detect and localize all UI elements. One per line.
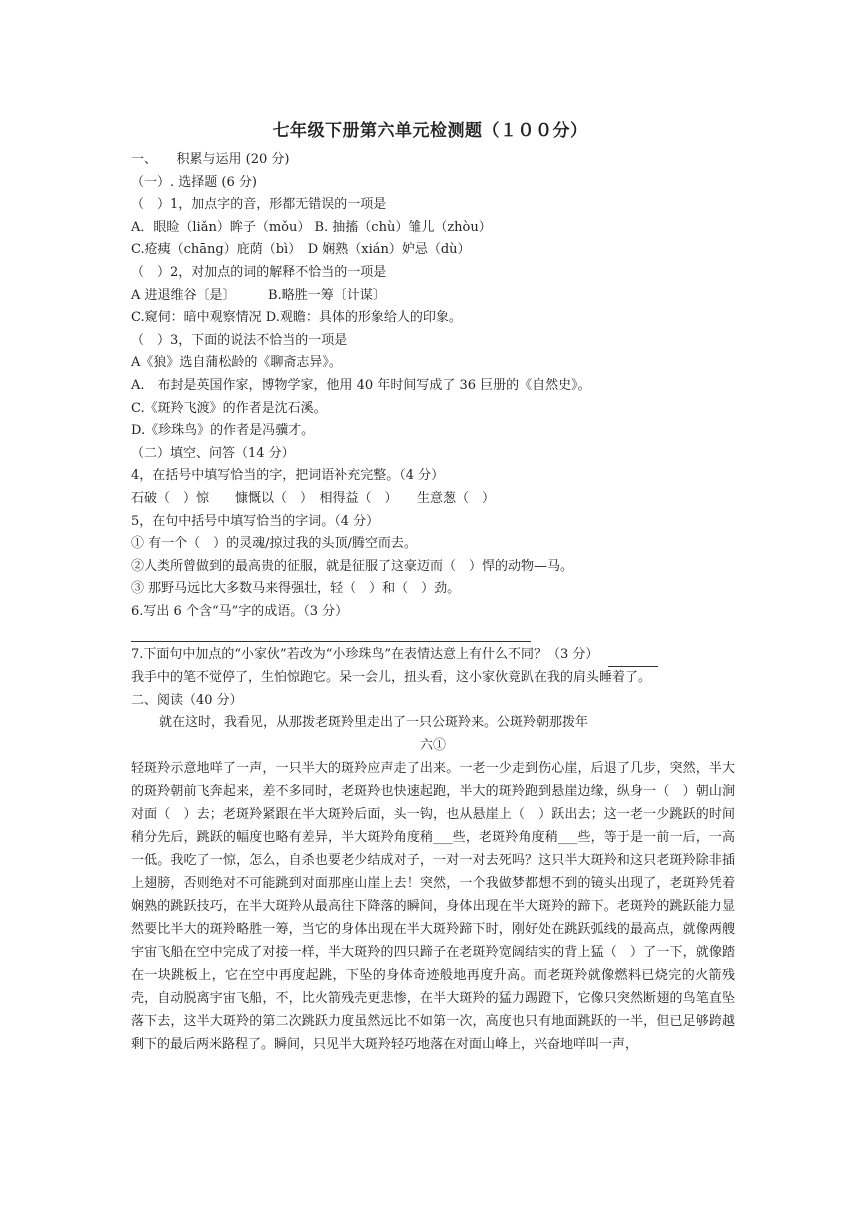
section-heading: 一、 积累与运用 (20 分) bbox=[131, 152, 290, 167]
reading-intro: 就在这时，我看见，从那拨老斑羚里走出了一只公斑羚来。公斑羚朝那拨年 bbox=[159, 715, 589, 731]
option-line: A．眼睑（liǎn）眸子（mǒu） B. 抽搐（chù）雏儿（zhòu） bbox=[131, 219, 492, 235]
reading-label: 六① bbox=[419, 737, 446, 753]
section-heading: 二、阅读（40 分） bbox=[131, 692, 243, 708]
fill-line: ① 有一个（ ）的灵魂/掠过我的头顶/腾空而去。 bbox=[131, 536, 417, 552]
answer-blank bbox=[608, 652, 658, 667]
question-4: 4，在括号中填写恰当的字，把词语补充完整。（4 分） bbox=[131, 468, 445, 484]
option-line: C.窥伺：暗中观察情况 D.观瞻：具体的形象给人的印象。 bbox=[131, 310, 462, 326]
question-6: 6.写出 6 个含“马”字的成语。（3 分） bbox=[131, 603, 349, 619]
option-line: A. 布封是英国作家，博物学家，他用 40 年时间写成了 36 巨册的《自然史》。 bbox=[131, 377, 591, 393]
question-3: （ ）3，下面的说法不恰当的一项是 bbox=[131, 332, 348, 348]
question-7 bbox=[131, 644, 735, 667]
question-2: （ ）2，对加点的词的解释不恰当的一项是 bbox=[131, 264, 387, 280]
exam-body bbox=[131, 149, 735, 1056]
fill-line: ③ 那野马远比大多数马来得强壮，轻（ ）和（ ）劲。 bbox=[131, 581, 461, 597]
reading-passage: 轻斑羚示意地咩了一声，一只半大的斑羚应声走了出来。一老一少走到伤心崖，后退了几步，突然，半大的斑羚朝前飞奔起来，差不多同时，老斑羚也快速起跑，半大的斑羚跑到悬崖边缘，纵身一（ ）朝山涧对面（ ）去；老斑羚紧跟在半大斑羚后面，头一钩，也从悬崖上（ ）跃出去；这一老一少跳跃的时间稍分先后，跳跃的幅度也略有差异，半大斑羚角度稍___些，老斑羚角度稍___些，等于是一前一后，一高一低。我吃了一惊，怎么，自杀也要老少结成对子，一对一对去死吗？这只半大斑羚和这只老斑羚除非插上翅膀，否则绝对不可能跳到对面那座山崖上去！突然，一个我做梦都想不到的镜头出现了，老斑羚凭着娴熟的跳跃技巧，在半大斑羚从最高往下降落的瞬间，身体出现在半大斑羚的蹄下。老斑羚的跳跃能力显然要比半大的斑羚略胜一筹，当它的身体出现在半大斑羚蹄下时，刚好处在跳跃弧线的最高点，就像两艘宇宙飞船在空中完成了对接一样，半大斑羚的四只蹄子在老斑羚宽阔结实的背上猛（ ）了一下，就像踏在一块跳板上，它在空中再度起跳，下坠的身体奇迹般地再度升高。而老斑羚就像燃料已烧完的火箭残壳，自动脱离宇宙飞船，不，比火箭残壳更悲惨，在半大斑羚的猛力踢蹬下，它像只突然断翅的鸟笔直坠落下去，这半大斑羚的第二次跳跃力度虽然远比不如第一次，高度也只有地面跳跃的一半，但已足够跨越剩下的最后两米路程了。瞬间，只见半大斑羚轻巧地落在对面山峰上，兴奋地咩叫一声， bbox=[131, 761, 735, 1053]
page-title: 七年级下册第六单元检测题（１００分） bbox=[272, 121, 588, 141]
question-7-text: 7.下面句中加点的“小家伙”若改为“小珍珠鸟”在表情达意上有什么不同？（3 分） bbox=[131, 647, 599, 663]
question-5: 5，在句中括号中填写恰当的字词。（4 分） bbox=[131, 513, 380, 529]
option-line: A《狼》选自蒲松龄的《聊斋志异》。 bbox=[131, 355, 342, 371]
option-line: C.《斑羚飞渡》的作者是沈石溪。 bbox=[131, 400, 327, 416]
option-line: C.疮痍（chāng）庇荫（bì） D 娴熟（xián）妒忌（dù） bbox=[131, 242, 471, 258]
question-7-sentence: 我手中的笔不觉停了，生怕惊跑它。呆一会儿，扭头看，这小家伙竟趴在我的肩头睡着了。 bbox=[131, 670, 652, 686]
fill-line: 石破（ ）惊 慷慨以（ ） 相得益（ ） 生意葱（ ） bbox=[131, 490, 496, 506]
question-1: （ ）1，加点字的音，形都无错误的一项是 bbox=[131, 197, 387, 213]
subsection-heading: （一）. 选择题 (6 分) bbox=[131, 174, 257, 190]
fill-line: ②人类所曾做到的最高贵的征服，就是征服了这豪迈而（ ）悍的动物—马。 bbox=[131, 558, 574, 574]
option-line: A 进退维谷〔是〕 B.略胜一筹〔计谋〕 bbox=[131, 287, 386, 303]
answer-line bbox=[131, 641, 531, 642]
option-line: D.《珍珠鸟》的作者是冯骥才。 bbox=[131, 423, 315, 439]
subsection-heading: （二）填空、问答（14 分） bbox=[131, 445, 295, 461]
